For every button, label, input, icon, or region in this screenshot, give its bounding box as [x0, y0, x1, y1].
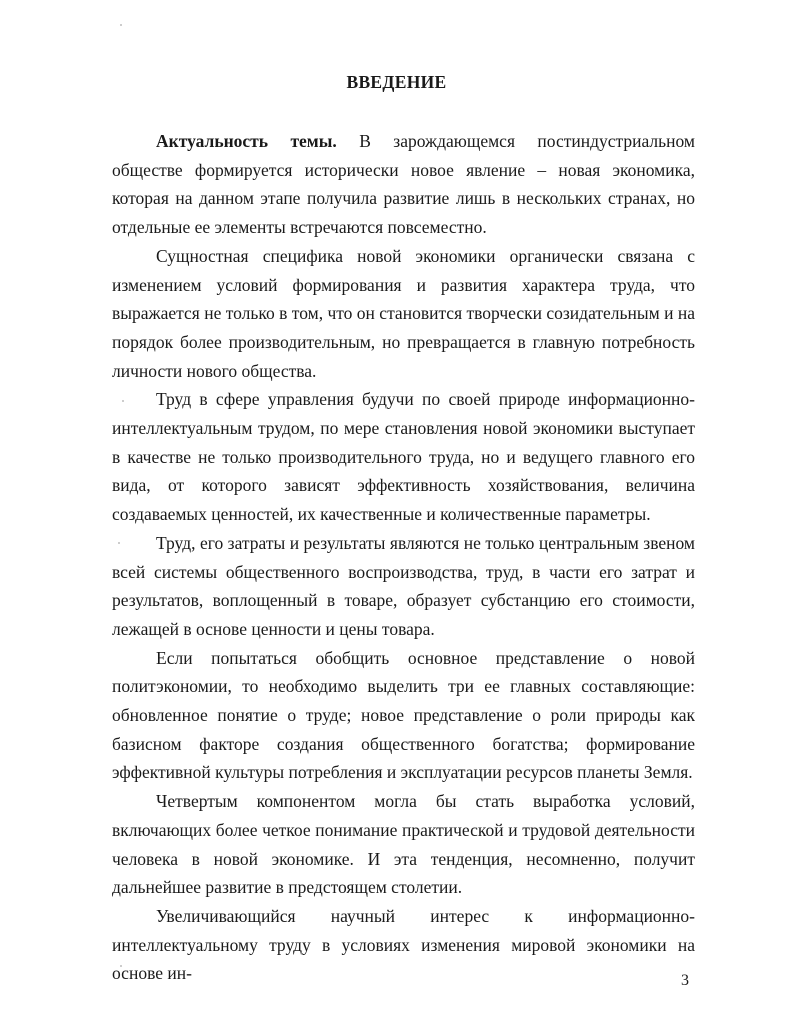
paragraph-7: Увеличивающийся научный интерес к информационно-интеллектуальному труду в условиях изменения мировой экономики на основе ин- — [112, 905, 695, 984]
paragraph-1-text: В зарождающемся постиндустриальном обществе формируется исторически новое явление – новая экономика, которая на данном этапе получила развитие лишь в нескольких странах, но отдельные ее элементы встречаются повсеместно. — [112, 131, 696, 238]
paragraph-4: Труд, его затраты и результаты являются не только центральным звеном всей системы общественного воспроизводства, труд, в части его затрат и результатов, воплощенный в товаре, образует субстанцию его стоимости, лежащей в основе ценности и цены товара. — [112, 532, 695, 639]
paragraph-5: Если попытаться обобщить основное представление о новой политэкономии, то необходимо выделить три ее главных составляющие: обновленное понятие о труде; новое представление о роли природы как базисном факторе создания общественного богатства; формирование эффективной культуры потребления и эксплуатации ресурсов планеты Земля. — [112, 647, 695, 783]
page-number: 3 — [681, 972, 689, 989]
scan-speck — [120, 24, 122, 26]
lead-term: Актуальность темы. — [156, 131, 337, 151]
page-title: ВВЕДЕНИЕ — [346, 72, 447, 92]
paragraph-1 — [112, 127, 695, 242]
document-body — [112, 127, 695, 988]
paragraph-6: Четвертым компонентом могла бы стать выработка условий, включающих более четкое понимание практической и трудовой деятельности человека в новой экономике. И эта тенденция, несомненно, получит дальнейшее развитие в предстоящем столетии. — [112, 791, 695, 898]
paragraph-2: Сущностная специфика новой экономики органически связана с изменением условий формирования и развития характера труда, что выражается не только в том, что он становится творчески созидательным и на порядок более производительным, но превращается в главную потребность личности нового общества. — [112, 245, 695, 381]
paragraph-3: Труд в сфере управления будучи по своей природе информационно-интеллектуальным трудом, по мере становления новой экономики выступает в качестве не только производительного труда, но и ведущего главного его вида, от которого зависят эффективность хозяйствования, величина создаваемых ценностей, их качественные и количественные параметры. — [112, 389, 695, 525]
